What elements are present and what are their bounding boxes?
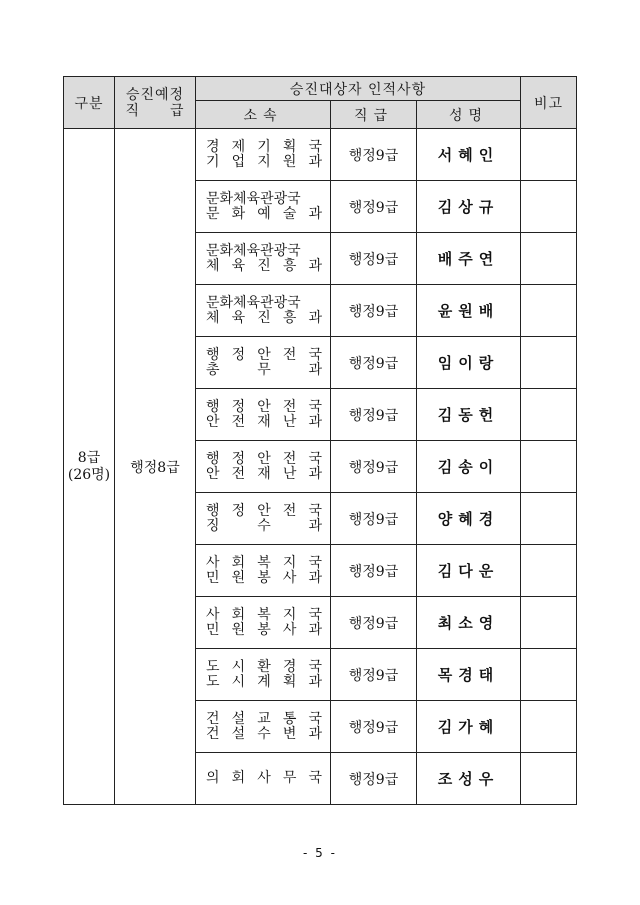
- remarks-cell: [521, 181, 577, 233]
- grade-cell: 행정9급: [331, 701, 417, 753]
- remarks-cell: [521, 285, 577, 337]
- rank-group-cell: [64, 129, 115, 805]
- page-number: - 5 -: [303, 846, 337, 860]
- dept-cell: [196, 545, 331, 597]
- dept-bureau: 행 정 안 전 국: [206, 502, 322, 519]
- remarks-cell: [521, 701, 577, 753]
- remarks-cell: [521, 337, 577, 389]
- name-cell: 최소영: [417, 597, 521, 649]
- header-promotion-position-line1: 승진예정: [125, 86, 185, 103]
- header-promotion-position-line2: 직 급: [125, 102, 185, 119]
- table-body: [64, 129, 577, 805]
- name-cell: 김동헌: [417, 389, 521, 441]
- grade-cell: 행정9급: [331, 129, 417, 181]
- dept-bureau: 사 회 복 지 국: [206, 554, 322, 571]
- grade-cell: 행정9급: [331, 337, 417, 389]
- promotion-table: [63, 76, 577, 805]
- remarks-cell: [521, 545, 577, 597]
- name-cell: 임이랑: [417, 337, 521, 389]
- dept-cell: [196, 285, 331, 337]
- dept-cell: [196, 701, 331, 753]
- dept-cell: [196, 441, 331, 493]
- grade-cell: 행정9급: [331, 493, 417, 545]
- dept-cell: [196, 597, 331, 649]
- header-remarks: 비고: [521, 77, 577, 129]
- remarks-cell: [521, 753, 577, 805]
- remarks-cell: [521, 649, 577, 701]
- remarks-cell: [521, 597, 577, 649]
- dept-cell: [196, 649, 331, 701]
- remarks-cell: [521, 441, 577, 493]
- name-cell: 김다운: [417, 545, 521, 597]
- grade-cell: 행정9급: [331, 753, 417, 805]
- name-cell: 김상규: [417, 181, 521, 233]
- remarks-cell: [521, 389, 577, 441]
- grade-cell: 행정9급: [331, 389, 417, 441]
- dept-bureau: 의 회 사 무 국: [206, 770, 322, 786]
- header-promotion-position: [115, 77, 196, 129]
- name-cell: 서혜인: [417, 129, 521, 181]
- dept-division: 체 육 진 흥 과: [206, 309, 322, 326]
- name-cell: 조성우: [417, 753, 521, 805]
- name-cell: 양혜경: [417, 493, 521, 545]
- dept-cell: [196, 129, 331, 181]
- table-row: [64, 129, 577, 181]
- dept-bureau: 문화체육관광국: [206, 242, 301, 259]
- rank-count: (26명): [67, 466, 111, 483]
- dept-cell: [196, 753, 331, 805]
- dept-division: 총 무 과: [206, 361, 322, 378]
- dept-division: 건 설 수 변 과: [206, 725, 322, 742]
- header-affiliation: 소속: [196, 101, 331, 129]
- grade-cell: 행정9급: [331, 181, 417, 233]
- dept-division: 민 원 봉 사 과: [206, 569, 322, 586]
- header-division: 구분: [64, 77, 115, 129]
- grade-cell: 행정9급: [331, 649, 417, 701]
- remarks-cell: [521, 233, 577, 285]
- grade-cell: 행정9급: [331, 441, 417, 493]
- dept-division: 안 전 재 난 과: [206, 413, 322, 430]
- remarks-cell: [521, 493, 577, 545]
- dept-bureau: 행 정 안 전 국: [206, 398, 322, 415]
- dept-division: 민 원 봉 사 과: [206, 621, 322, 638]
- dept-division: 안 전 재 난 과: [206, 465, 322, 482]
- dept-division: 문 화 예 술 과: [206, 205, 322, 222]
- dept-cell: [196, 337, 331, 389]
- name-cell: 목경태: [417, 649, 521, 701]
- dept-bureau: 문화체육관광국: [206, 294, 301, 311]
- dept-bureau: 문화체육관광국: [206, 190, 301, 207]
- dept-division: 도 시 계 획 과: [206, 673, 322, 690]
- dept-cell: [196, 233, 331, 285]
- remarks-cell: [521, 129, 577, 181]
- dept-cell: [196, 389, 331, 441]
- dept-cell: [196, 493, 331, 545]
- grade-cell: 행정9급: [331, 545, 417, 597]
- grade-cell: 행정9급: [331, 233, 417, 285]
- dept-division: 기 업 지 원 과: [206, 153, 322, 170]
- dept-cell: [196, 181, 331, 233]
- name-cell: 배주연: [417, 233, 521, 285]
- name-cell: 김가혜: [417, 701, 521, 753]
- grade-cell: 행정9급: [331, 285, 417, 337]
- name-cell: 김송이: [417, 441, 521, 493]
- name-cell: 윤원배: [417, 285, 521, 337]
- header-name: 성명: [417, 101, 521, 129]
- dept-division: 징 수 과: [206, 517, 322, 534]
- dept-bureau: 건 설 교 통 국: [206, 710, 322, 727]
- dept-bureau: 도 시 환 경 국: [206, 658, 322, 675]
- header-current-grade: 직급: [331, 101, 417, 129]
- target-position-cell: 행정8급: [115, 129, 196, 805]
- dept-bureau: 사 회 복 지 국: [206, 606, 322, 623]
- grade-cell: 행정9급: [331, 597, 417, 649]
- dept-bureau: 경 제 기 획 국: [206, 138, 322, 155]
- dept-division: 체 육 진 흥 과: [206, 257, 322, 274]
- dept-bureau: 행 정 안 전 국: [206, 450, 322, 467]
- rank-label: 8급: [77, 449, 101, 466]
- header-candidate-info: 승진대상자 인적사항: [196, 77, 521, 101]
- dept-bureau: 행 정 안 전 국: [206, 346, 322, 363]
